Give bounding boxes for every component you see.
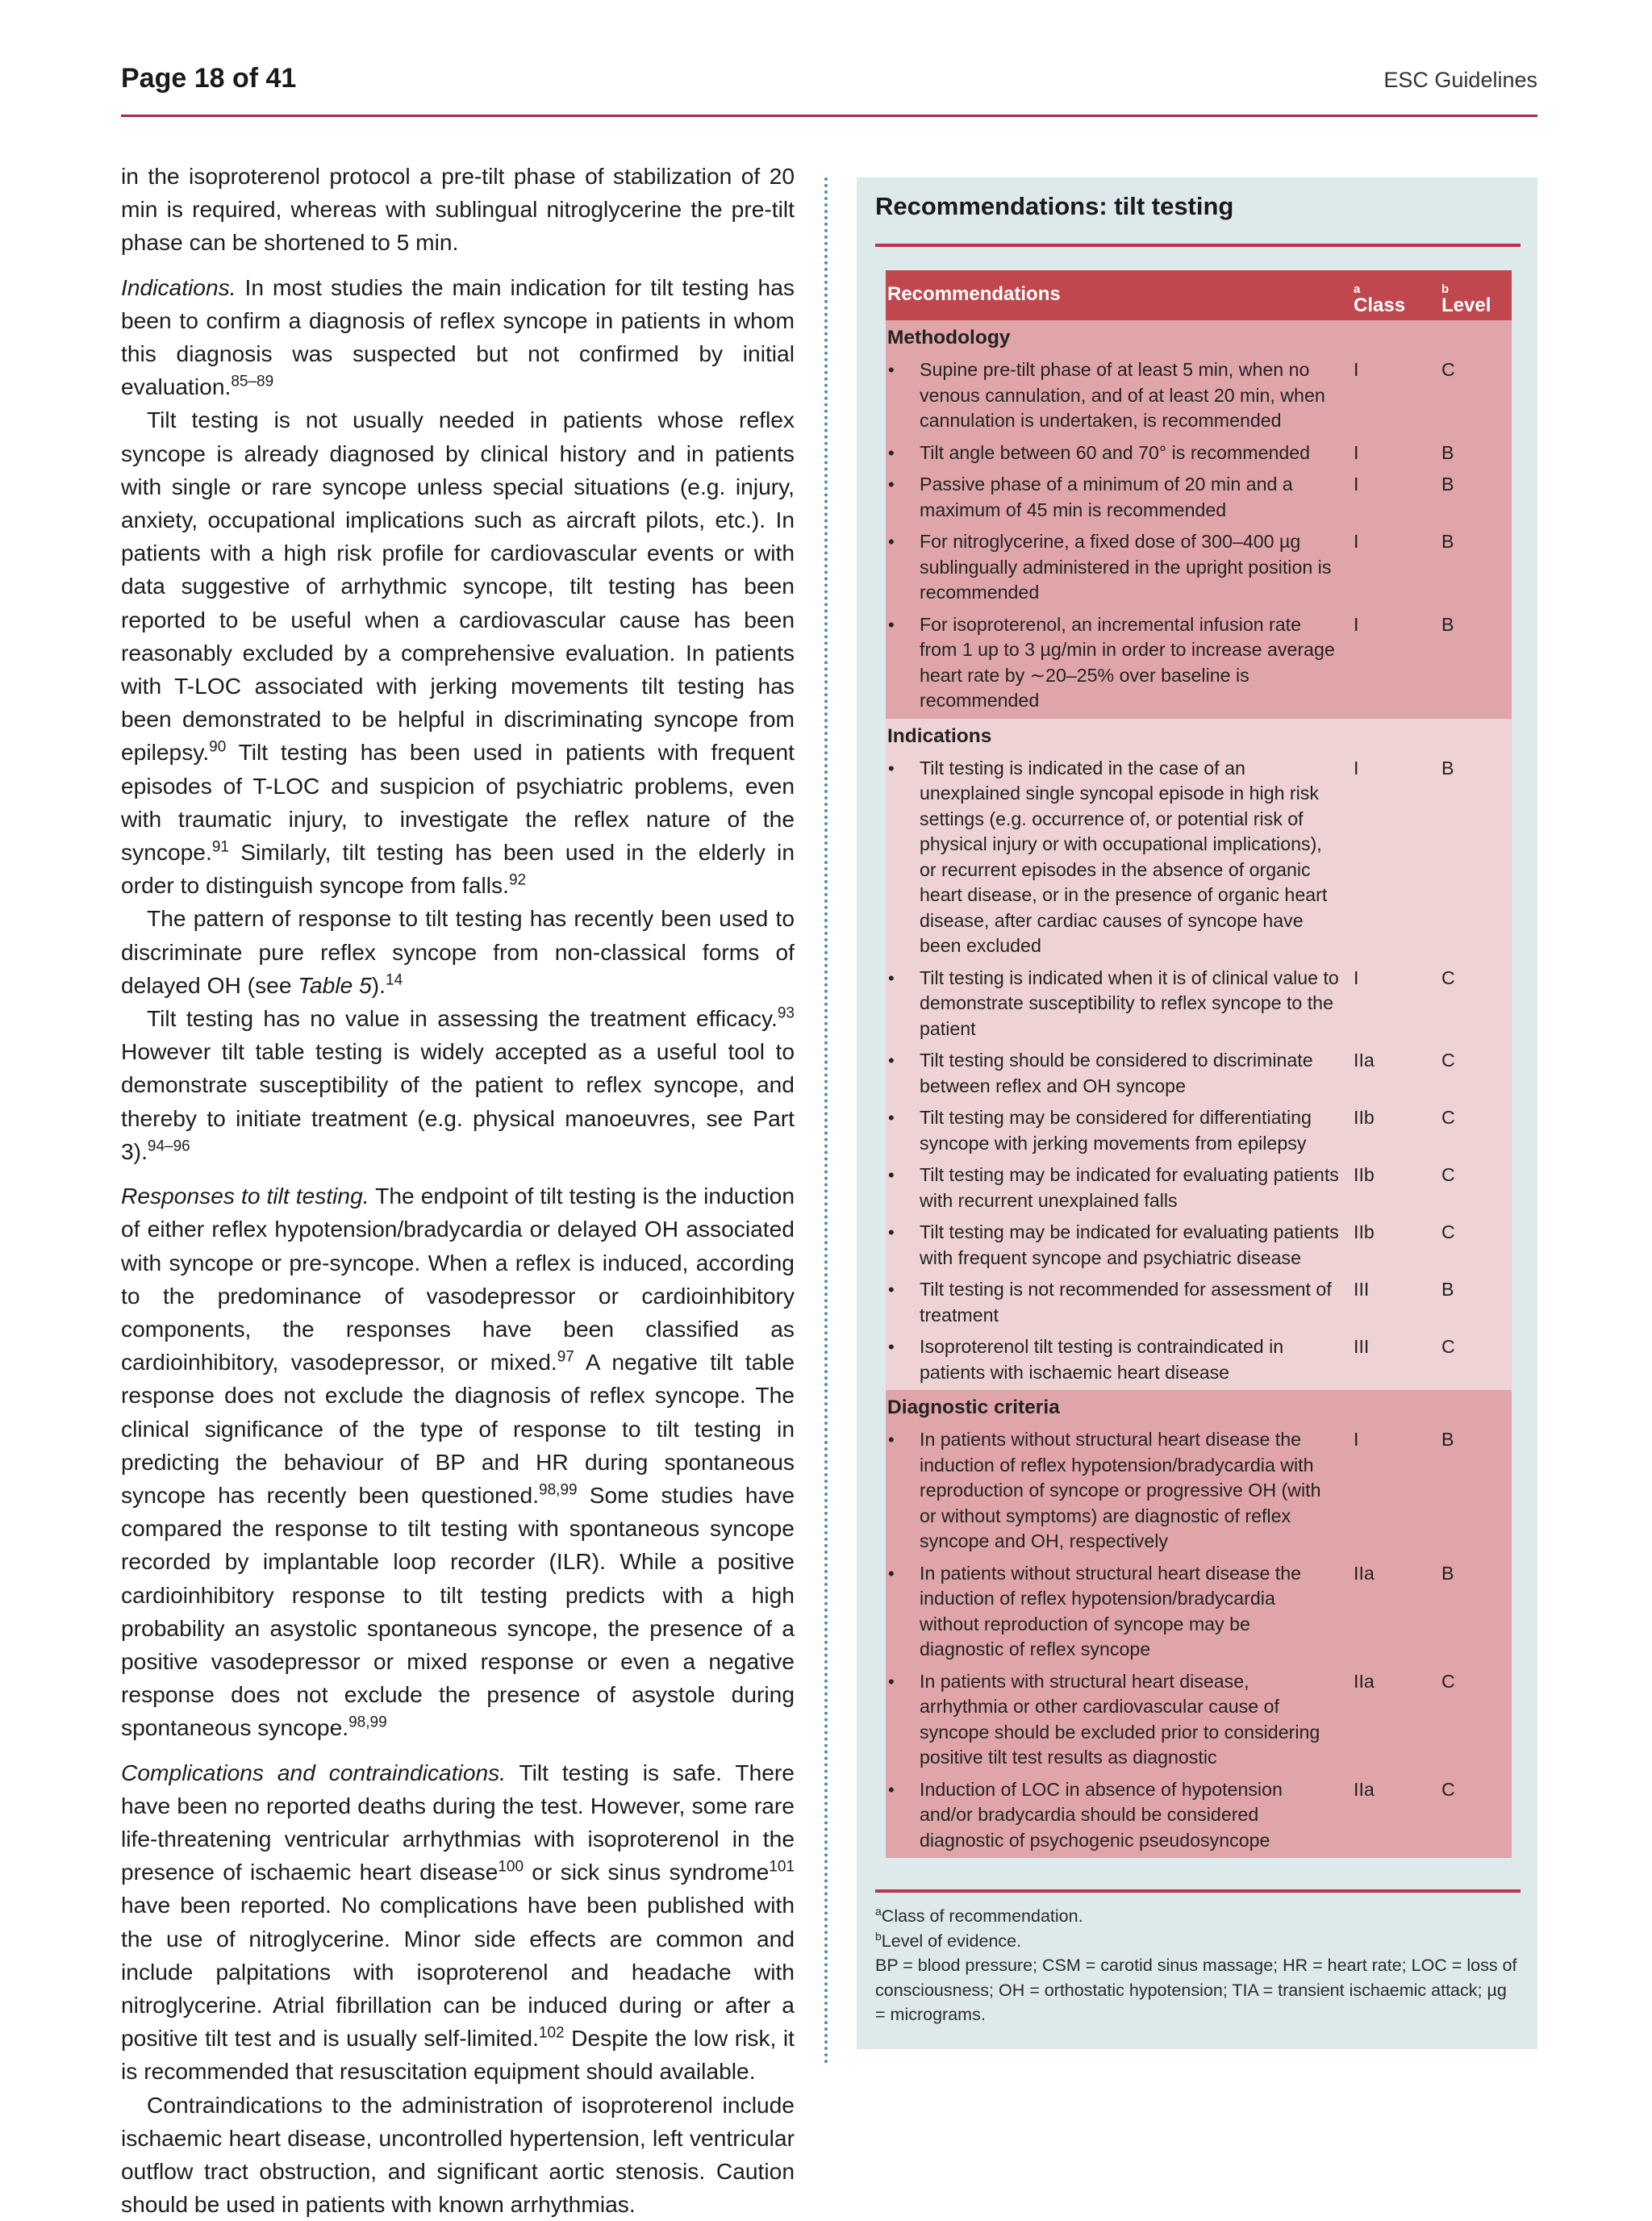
recommendation-row xyxy=(886,1220,1512,1271)
table-section xyxy=(886,719,1512,1391)
citation: 93 xyxy=(777,1004,795,1022)
recommendation-row xyxy=(886,1777,1512,1854)
citation: 91 xyxy=(211,838,229,856)
class-value: I xyxy=(1354,359,1359,380)
citation: 102 xyxy=(538,2024,565,2042)
class-value: IIa xyxy=(1354,1050,1375,1071)
recommendation-row xyxy=(886,472,1512,523)
bullet-icon: • xyxy=(888,1050,895,1071)
panel-rule xyxy=(875,244,1521,247)
recommendation-text: Tilt testing is not recommended for assessment of treatment xyxy=(920,1279,1332,1326)
level-value: C xyxy=(1441,1336,1455,1357)
bullet-icon: • xyxy=(888,614,895,635)
bullet-icon: • xyxy=(888,1779,895,1800)
footnote-a: $^a$Class of recommendation. xyxy=(875,1904,1083,1926)
class-value: I xyxy=(1354,757,1359,779)
run-in-heading: Complications and contraindications. xyxy=(121,1759,507,1785)
bullet-icon: • xyxy=(888,360,895,380)
abbreviations: BP = blood pressure; CSM = carotid sinus massage; HR = heart rate; LOC = loss of consciousness; OH = orthostatic hypotension; TIA = transient ischaemic attack; µg = micrograms. xyxy=(875,1956,1517,2024)
level-value: B xyxy=(1441,1562,1454,1584)
bullet-icon: • xyxy=(888,1108,895,1128)
bullet-icon: • xyxy=(888,474,895,495)
bullet-icon: • xyxy=(888,758,895,779)
recommendations-panel xyxy=(857,177,1537,2049)
section-title: Methodology xyxy=(887,327,1011,349)
class-value: I xyxy=(1354,966,1359,988)
level-value: B xyxy=(1441,757,1454,779)
level-value: B xyxy=(1441,613,1454,635)
recommendation-row xyxy=(886,1105,1512,1156)
paragraph: The pattern of response to tilt testing has recently been used to discriminate pure reflex syncope from non-classical forms of delayed OH (see Table 5).$^{14}$ xyxy=(121,905,795,998)
class-value: I xyxy=(1354,441,1359,463)
recommendation-text: Induction of LOC in absence of hypotension and/or bradycardia should be considered diagnostic of psychogenic pseudosyncope xyxy=(920,1778,1283,1851)
level-value: C xyxy=(1441,1164,1455,1185)
recommendation-text: Tilt testing is indicated in the case of an unexplained single syncopal episode in high risk settings (e.g. occurrence of, or potential risk of physical injury or with occupational implications), or recurrent episodes in the absence of organic heart disease, or in the presence of organic heart disease, after cardiac causes of syncope have been excluded xyxy=(920,757,1328,956)
table-section xyxy=(886,1390,1512,1858)
bullet-icon: • xyxy=(888,532,895,552)
citation: 92 xyxy=(508,871,527,889)
recommendation-row xyxy=(886,1334,1512,1385)
level-value: B xyxy=(1441,1429,1454,1450)
recommendation-row xyxy=(886,1048,1512,1099)
class-value: III xyxy=(1354,1336,1370,1357)
column-divider xyxy=(824,177,828,2065)
class-value: IIa xyxy=(1354,1562,1375,1584)
citation: 101 xyxy=(769,1858,795,1876)
class-value: I xyxy=(1354,613,1359,635)
recommendation-text: For isoproterenol, an incremental infusion rate from 1 up to 3 µg/min in order to increase average heart rate by ∼20–25% over baseline is recommended xyxy=(920,613,1335,711)
bullet-icon: • xyxy=(888,1222,895,1242)
table-section xyxy=(886,320,1512,719)
recommendation-text: Tilt testing may be indicated for evaluating patients with frequent syncope and psychiatric disease xyxy=(920,1221,1339,1268)
recommendation-row xyxy=(886,1669,1512,1771)
recommendation-text: Tilt angle between 60 and 70° is recommended xyxy=(920,441,1311,463)
recommendation-text: Tilt testing is indicated when it is of clinical value to demonstrate susceptibility to reflex syncope to the patient xyxy=(920,966,1339,1039)
recommendation-row xyxy=(886,1561,1512,1663)
recommendation-row xyxy=(886,1163,1512,1213)
panel-title: Recommendations: tilt testing xyxy=(875,192,1234,220)
recommendation-text: Supine pre-tilt phase of at least 5 min, when no venous cannulation, and of at least 20 min, when cannulation is undertaken, is recommended xyxy=(920,359,1325,431)
citation: 85–89 xyxy=(231,373,274,390)
running-header xyxy=(121,63,1537,100)
paragraph-complications: Complications and contraindications. Tilt testing is safe. There have been no reported deaths during the test. However, some rare life-threatening ventricular arrhythmias with isoproterenol in the presence of ischaemic heart disease$^{100}$ or sick sinus syndrome$^{101}$ have been reported. No complications have been published with the use of nitroglycerine. Minor side effects are common and include palpitations with isoproterenol and headache with nitroglycerine. Atrial fibrillation can be induced during or after a positive tilt test and is usually self-limited.$^{102}$ Despite the low risk, it is recommended that resuscitation equipment should available. xyxy=(121,1759,795,2085)
header-recommendations: Recommendations xyxy=(887,283,1061,305)
recommendation-row xyxy=(886,529,1512,606)
footnote-b: $^b$Level of evidence. xyxy=(875,1929,1022,1951)
recommendation-row xyxy=(886,1427,1512,1555)
bullet-icon: • xyxy=(888,1165,895,1185)
recommendation-text: In patients without structural heart disease the induction of reflex hypotension/bradycardia without reproduction of syncope may be diagnostic of reflex syncope xyxy=(920,1562,1302,1659)
section-title: Indications xyxy=(887,724,992,747)
citation: 100 xyxy=(498,1858,524,1876)
bullet-icon: • xyxy=(888,1430,895,1450)
bullet-icon: • xyxy=(888,967,895,988)
table-footnotes xyxy=(875,1904,1521,2027)
level-value: B xyxy=(1441,1279,1454,1300)
class-value: I xyxy=(1354,1429,1359,1450)
citation: 98,99 xyxy=(348,1714,387,1731)
level-value: B xyxy=(1441,474,1454,495)
recommendation-row xyxy=(886,1277,1512,1328)
recommendation-text: For nitroglycerine, a fixed dose of 300–400 µg sublingually administered in the upright position is recommended xyxy=(920,531,1332,603)
class-value: I xyxy=(1354,531,1359,552)
paragraph: Tilt testing is not usually needed in patients whose reflex syncope is already diagnosed by clinical history and in patients with single or rare syncope unless special situations (e.g. injury, anxiety, occupational implications such as aircraft pilots, etc.). In patients with a high risk profile for cardiovascular events or with data suggestive of arrhythmic syncope, tilt testing has been reported to be useful when a cardiovascular cause has been reasonably excluded by a comprehensive evaluation. In patients with T-LOC associated with jerking movements tilt testing has been demonstrated to be helpful in discriminating syncope from epilepsy.$^{90}$ Tilt testing has been used in patients with frequent episodes of T-LOC and suspicion of psychiatric problems, even with traumatic injury, to investigate the reflex nature of the syncope.$^{91}$ Similarly, tilt testing has been used in the elderly in order to distinguish syncope from falls.$^{92}$ xyxy=(121,407,795,899)
citation: 94–96 xyxy=(147,1138,190,1155)
recommendation-row xyxy=(886,966,1512,1042)
paragraph: in the isoproterenol protocol a pre-tilt phase of stabilization of 20 min is required, whereas with sublingual nitroglycerine the pre-tilt phase can be shortened to 5 min. xyxy=(121,163,795,256)
recommendation-text: Tilt testing may be indicated for evaluating patients with recurrent unexplained falls xyxy=(920,1164,1339,1211)
recommendation-row xyxy=(886,357,1512,434)
level-value: B xyxy=(1441,441,1454,463)
run-in-heading: Responses to tilt testing. xyxy=(121,1183,369,1209)
bullet-icon: • xyxy=(888,1671,895,1692)
section-title: Diagnostic criteria xyxy=(887,1396,1060,1418)
class-value: IIb xyxy=(1354,1164,1375,1185)
header-rule xyxy=(121,115,1537,117)
header-class: Class $^a$ xyxy=(1354,282,1406,316)
recommendation-row xyxy=(886,440,1512,466)
paragraph-responses: Responses to tilt testing. The endpoint of tilt testing is the induction of either reflex hypotension/bradycardia or delayed OH associated with syncope or pre-syncope. When a reflex is induced, according to the predominance of vasodepressor or cardioinhibitory components, the responses have been classified as cardioinhibitory, vasodepressor, or mixed.$^{97}$ A negative tilt table response does not exclude the diagnosis of reflex syncope. The clinical significance of the type of response to tilt testing in predicting the behaviour of BP and HR during spontaneous syncope has recently been questioned.$^{98,99}$ Some studies have compared the response to tilt testing with spontaneous syncope recorded by implantable loop recorder (ILR). While a positive cardioinhibitory response to tilt testing predicts with a high probability an asystolic spontaneous syncope, the presence of a positive vasodepressor or mixed response or even a negative response does not exclude the presence of asystole during spontaneous syncope.$^{98,99}$ xyxy=(121,1183,795,1741)
level-value: C xyxy=(1441,1050,1455,1071)
panel-rule xyxy=(875,1889,1521,1893)
level-value: C xyxy=(1441,1778,1455,1800)
class-value: IIb xyxy=(1354,1221,1375,1242)
paragraph-indications: Indications. In most studies the main indication for tilt testing has been to confirm a diagnosis of reflex syncope in patients in whom this diagnosis was suspected but not confirmed by initial evaluation.$^{85-89}$ xyxy=(121,273,795,400)
level-value: C xyxy=(1441,359,1455,380)
run-in-heading: Indications. xyxy=(121,273,236,300)
recommendation-text: Tilt testing may be considered for differentiating syncope with jerking movements from epilepsy xyxy=(920,1107,1312,1154)
class-value: IIa xyxy=(1354,1670,1375,1692)
bullet-icon: • xyxy=(888,1337,895,1357)
level-value: B xyxy=(1441,531,1454,552)
level-value: C xyxy=(1441,1670,1455,1692)
class-value: IIa xyxy=(1354,1778,1375,1800)
recommendation-text: In patients without structural heart disease the induction of reflex hypotension/bradycardia with reproduction of syncope or progressive OH (with or without symptoms) are diagnostic of reflex syncope and OH, respectively xyxy=(920,1429,1321,1551)
paragraph: Tilt testing has no value in assessing the treatment efficacy.$^{93}$ However tilt table testing is widely accepted as a useful tool to demonstrate susceptibility of the patient to reflex syncope, and thereby to initiate treatment (e.g. physical manoeuvres, see Part 3).$^{94-96}$ xyxy=(121,1004,795,1164)
recommendation-text: Passive phase of a minimum of 20 min and a maximum of 45 min is recommended xyxy=(920,474,1293,520)
citation: 14 xyxy=(386,971,403,989)
paragraph: Contraindications to the administration of isoproterenol include ischaemic heart disease, uncontrolled hypertension, left ventricular outflow tract obstruction, and significant aortic stenosis. Caution should be used in patients with known arrhythmias. xyxy=(121,2091,795,2218)
level-value: C xyxy=(1441,966,1455,988)
citation: 90 xyxy=(209,739,227,757)
class-value: III xyxy=(1354,1279,1370,1300)
citation: 97 xyxy=(557,1348,574,1366)
recommendation-row xyxy=(886,612,1512,714)
class-value: IIb xyxy=(1354,1107,1375,1128)
class-value: I xyxy=(1354,474,1359,495)
level-value: C xyxy=(1441,1107,1455,1128)
page-number: Page 18 of 41 xyxy=(121,63,297,94)
header-level: Level $^b$ xyxy=(1441,282,1491,316)
bullet-icon: • xyxy=(888,442,895,463)
bullet-icon: • xyxy=(888,1563,895,1584)
recommendation-text: In patients with structural heart disease, arrhythmia or other cardiovascular cause of syncope should be excluded prior to considering positive tilt test results as diagnostic xyxy=(920,1670,1320,1768)
recommendation-text: Isoproterenol tilt testing is contraindicated in patients with ischaemic heart disease xyxy=(920,1336,1284,1383)
citation: 98,99 xyxy=(539,1481,578,1499)
body-text-column xyxy=(121,160,795,2221)
recommendation-text: Tilt testing should be considered to discriminate between reflex and OH syncope xyxy=(920,1050,1313,1096)
recommendation-row xyxy=(886,756,1512,959)
table-header xyxy=(886,270,1512,320)
recommendations-table xyxy=(886,270,1512,1858)
journal-name: ESC Guidelines xyxy=(1383,68,1537,92)
table-reference: Table 5 xyxy=(298,971,372,998)
bullet-icon: • xyxy=(888,1280,895,1300)
level-value: C xyxy=(1441,1221,1455,1242)
